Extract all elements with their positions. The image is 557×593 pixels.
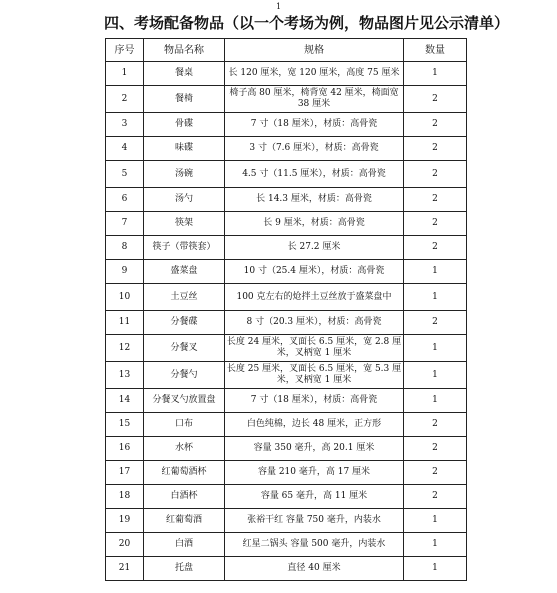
cell-name: 汤碗 bbox=[144, 161, 225, 188]
cell-spec: 长度 24 厘米，叉面长 6.5 厘米，宽 2.8 厘米，叉柄宽 1 厘米 bbox=[225, 335, 404, 362]
cell-spec: 容量 350 毫升，高 20.1 厘米 bbox=[225, 437, 404, 461]
table-row bbox=[106, 212, 467, 236]
cell-spec: 容量 65 毫升，高 11 厘米 bbox=[225, 485, 404, 509]
cell-name: 托盘 bbox=[144, 557, 225, 581]
table-row bbox=[106, 362, 467, 389]
cell-qty: 1 bbox=[404, 284, 467, 311]
cell-name: 汤勺 bbox=[144, 188, 225, 212]
cell-name: 分餐碟 bbox=[144, 311, 225, 335]
table-row bbox=[106, 485, 467, 509]
cell-no: 16 bbox=[106, 437, 144, 461]
cell-qty: 2 bbox=[404, 485, 467, 509]
cell-spec: 长 14.3 厘米，材质：高骨瓷 bbox=[225, 188, 404, 212]
cell-spec: 张裕干红 容量 750 毫升，内装水 bbox=[225, 509, 404, 533]
cell-qty: 1 bbox=[404, 362, 467, 389]
cell-no: 15 bbox=[106, 413, 144, 437]
header-qty: 数量 bbox=[404, 39, 467, 62]
cell-qty: 2 bbox=[404, 461, 467, 485]
cell-name: 分餐叉 bbox=[144, 335, 225, 362]
cell-no: 20 bbox=[106, 533, 144, 557]
cell-name: 餐桌 bbox=[144, 62, 225, 86]
cell-qty: 1 bbox=[404, 389, 467, 413]
cell-no: 7 bbox=[106, 212, 144, 236]
cell-no: 21 bbox=[106, 557, 144, 581]
cell-spec: 红星二锅头 容量 500 毫升，内装水 bbox=[225, 533, 404, 557]
table-row bbox=[106, 533, 467, 557]
cell-qty: 1 bbox=[404, 62, 467, 86]
cell-spec: 3 寸（7.6 厘米），材质：高骨瓷 bbox=[225, 137, 404, 161]
cell-no: 17 bbox=[106, 461, 144, 485]
cell-name: 水杯 bbox=[144, 437, 225, 461]
cell-name: 口布 bbox=[144, 413, 225, 437]
cell-qty: 2 bbox=[404, 437, 467, 461]
cell-qty: 2 bbox=[404, 86, 467, 113]
cell-no: 5 bbox=[106, 161, 144, 188]
cell-spec: 长 27.2 厘米 bbox=[225, 236, 404, 260]
cell-qty: 1 bbox=[404, 335, 467, 362]
table-row bbox=[106, 437, 467, 461]
cell-qty: 2 bbox=[404, 311, 467, 335]
cell-spec: 100 克左右的炝拌土豆丝放于盛菜盘中 bbox=[225, 284, 404, 311]
cell-spec: 4.5 寸（11.5 厘米），材质：高骨瓷 bbox=[225, 161, 404, 188]
cell-no: 19 bbox=[106, 509, 144, 533]
cell-spec: 7 寸（18 厘米），材质：高骨瓷 bbox=[225, 113, 404, 137]
table-row bbox=[106, 335, 467, 362]
cell-name: 骨碟 bbox=[144, 113, 225, 137]
table-row bbox=[106, 113, 467, 137]
table-row bbox=[106, 461, 467, 485]
cell-qty: 2 bbox=[404, 188, 467, 212]
page-number: 1 bbox=[275, 2, 282, 11]
cell-qty: 2 bbox=[404, 413, 467, 437]
table-row bbox=[106, 188, 467, 212]
table-row bbox=[106, 311, 467, 335]
cell-spec: 长 9 厘米，材质：高骨瓷 bbox=[225, 212, 404, 236]
cell-spec: 长度 25 厘米，叉面长 6.5 厘米，宽 5.3 厘米，叉柄宽 1 厘米 bbox=[225, 362, 404, 389]
cell-spec: 7 寸（18 厘米），材质：高骨瓷 bbox=[225, 389, 404, 413]
cell-qty: 1 bbox=[404, 509, 467, 533]
cell-spec: 10 寸（25.4 厘米），材质：高骨瓷 bbox=[225, 260, 404, 284]
cell-name: 筷子（带筷套） bbox=[144, 236, 225, 260]
table-header-row bbox=[106, 39, 467, 62]
cell-name: 盛菜盘 bbox=[144, 260, 225, 284]
table-row bbox=[106, 557, 467, 581]
cell-name: 土豆丝 bbox=[144, 284, 225, 311]
cell-qty: 2 bbox=[404, 137, 467, 161]
cell-qty: 1 bbox=[404, 557, 467, 581]
header-spec: 规格 bbox=[225, 39, 404, 62]
cell-no: 13 bbox=[106, 362, 144, 389]
cell-spec: 白色纯棉，边长 48 厘米，正方形 bbox=[225, 413, 404, 437]
cell-qty: 1 bbox=[404, 260, 467, 284]
cell-name: 红葡萄酒 bbox=[144, 509, 225, 533]
cell-spec: 容量 210 毫升，高 17 厘米 bbox=[225, 461, 404, 485]
cell-name: 餐椅 bbox=[144, 86, 225, 113]
cell-no: 10 bbox=[106, 284, 144, 311]
table-row bbox=[106, 284, 467, 311]
table-row bbox=[106, 260, 467, 284]
cell-no: 9 bbox=[106, 260, 144, 284]
cell-name: 味碟 bbox=[144, 137, 225, 161]
cell-no: 12 bbox=[106, 335, 144, 362]
cell-no: 1 bbox=[106, 62, 144, 86]
table-row bbox=[106, 413, 467, 437]
cell-spec: 椅子高 80 厘米，椅背宽 42 厘米，椅面宽 38 厘米 bbox=[225, 86, 404, 113]
table-row bbox=[106, 86, 467, 113]
cell-no: 14 bbox=[106, 389, 144, 413]
section-heading: 四、考场配备物品（以一个考场为例，物品图片见公示清单） bbox=[104, 14, 510, 32]
table-row bbox=[106, 389, 467, 413]
cell-no: 18 bbox=[106, 485, 144, 509]
cell-no: 4 bbox=[106, 137, 144, 161]
header-no: 序号 bbox=[106, 39, 144, 62]
table-row bbox=[106, 62, 467, 86]
cell-spec: 长 120 厘米，宽 120 厘米，高度 75 厘米 bbox=[225, 62, 404, 86]
cell-no: 2 bbox=[106, 86, 144, 113]
cell-no: 3 bbox=[106, 113, 144, 137]
cell-qty: 2 bbox=[404, 236, 467, 260]
cell-no: 11 bbox=[106, 311, 144, 335]
cell-qty: 1 bbox=[404, 533, 467, 557]
table-row bbox=[106, 137, 467, 161]
equipment-table bbox=[105, 38, 467, 581]
cell-qty: 2 bbox=[404, 161, 467, 188]
header-name: 物品名称 bbox=[144, 39, 225, 62]
table-row bbox=[106, 509, 467, 533]
cell-no: 8 bbox=[106, 236, 144, 260]
cell-spec: 直径 40 厘米 bbox=[225, 557, 404, 581]
table-row bbox=[106, 236, 467, 260]
table-row bbox=[106, 161, 467, 188]
cell-no: 6 bbox=[106, 188, 144, 212]
cell-name: 筷架 bbox=[144, 212, 225, 236]
cell-name: 分餐叉勺放置盘 bbox=[144, 389, 225, 413]
cell-qty: 2 bbox=[404, 113, 467, 137]
cell-name: 红葡萄酒杯 bbox=[144, 461, 225, 485]
cell-spec: 8 寸（20.3 厘米），材质：高骨瓷 bbox=[225, 311, 404, 335]
cell-name: 分餐勺 bbox=[144, 362, 225, 389]
cell-name: 白酒 bbox=[144, 533, 225, 557]
cell-qty: 2 bbox=[404, 212, 467, 236]
cell-name: 白酒杯 bbox=[144, 485, 225, 509]
